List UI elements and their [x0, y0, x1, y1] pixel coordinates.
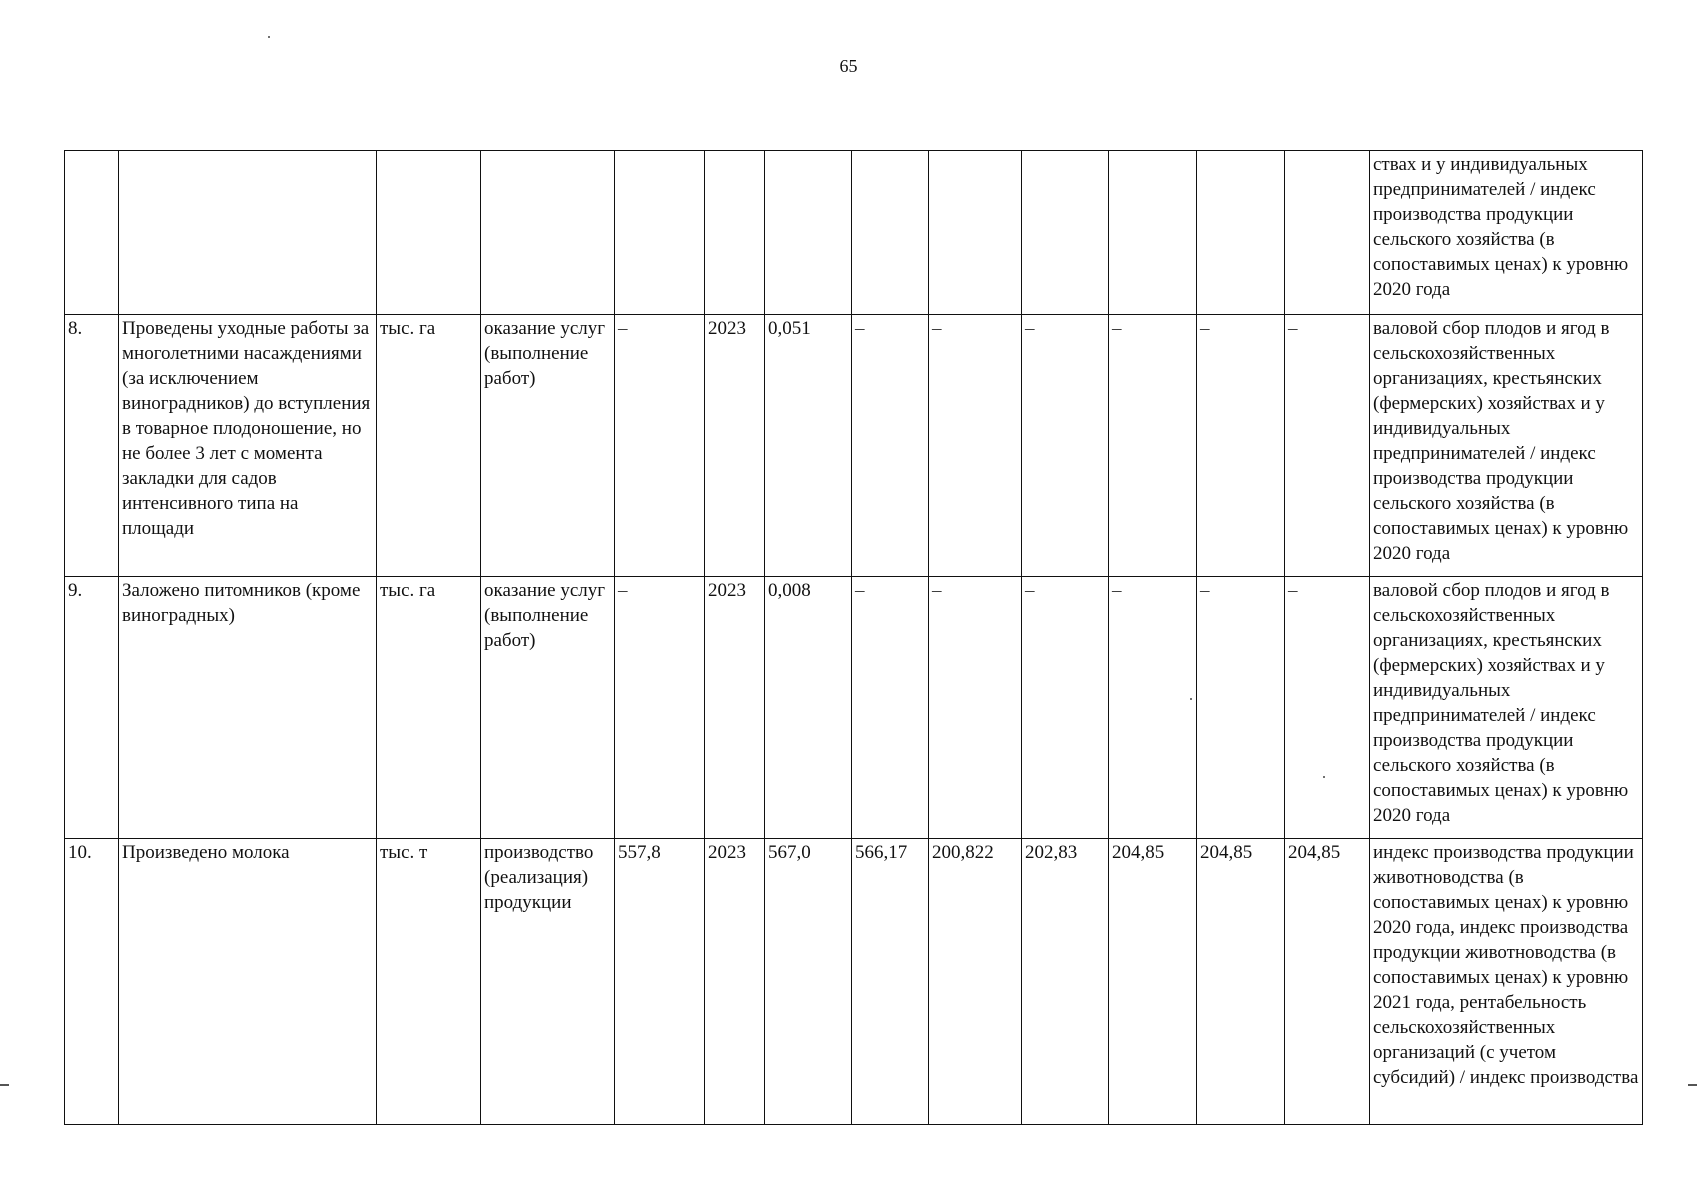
value-cell: 567,0 [765, 839, 852, 1125]
base-value-cell: 557,8 [615, 839, 705, 1125]
document-table [64, 150, 1643, 1125]
unit-cell [377, 151, 481, 315]
scan-speck [1323, 776, 1325, 778]
value-cell: – [1197, 577, 1285, 839]
unit-cell: тыс. т [377, 839, 481, 1125]
value-cell: 204,85 [1285, 839, 1370, 1125]
value-cell: 566,17 [852, 839, 929, 1125]
value-cell: – [929, 577, 1022, 839]
value-cell [852, 151, 929, 315]
value-cell: 204,85 [1197, 839, 1285, 1125]
value-cell: 200,822 [929, 839, 1022, 1125]
table-row [65, 577, 1643, 839]
base-value-cell: – [615, 577, 705, 839]
scan-speck [1190, 698, 1192, 700]
measure-name: Заложено питомников (кроме виноградных) [119, 577, 377, 839]
table-row [65, 151, 1643, 315]
unit-cell: тыс. га [377, 315, 481, 577]
table-row [65, 315, 1643, 577]
measure-name: Проведены уходные работы за многолетними насаждениями (за исключением виноградников) до вступления в товарное плодоношение, но не более 3 лет с момента закладки для садов интенсивного типа на площади [119, 315, 377, 577]
indicator-cell: валовой сбор плодов и ягод в сельскохозяйственных организациях, крестьянских (фермерских) хозяйствах и у индивидуальных предпринимателей / индекс производства продукции сельского хозяйства (в сопоставимых ценах) к уровню 2020 года [1370, 577, 1643, 839]
value-cell: 204,85 [1109, 839, 1197, 1125]
base-value-cell [615, 151, 705, 315]
type-cell: оказание услуг (выполнение работ) [481, 577, 615, 839]
type-cell [481, 151, 615, 315]
value-cell [1285, 151, 1370, 315]
value-cell: – [852, 577, 929, 839]
value-cell [1109, 151, 1197, 315]
value-cell: – [1109, 315, 1197, 577]
type-cell: оказание услуг (выполнение работ) [481, 315, 615, 577]
row-number: 9. [65, 577, 119, 839]
value-cell: – [1285, 315, 1370, 577]
base-value-cell: – [615, 315, 705, 577]
scan-edge-mark-left [0, 1084, 9, 1086]
value-cell [765, 151, 852, 315]
base-year-cell [705, 151, 765, 315]
indicator-cell: индекс производства продукции животноводства (в сопоставимых ценах) к уровню 2020 года, индекс производства продукции животноводства (в сопоставимых ценах) к уровню 2021 года, рентабельность сельскохозяйственных организаций (с учетом субсидий) / индекс производства [1370, 839, 1643, 1125]
value-cell [1022, 151, 1109, 315]
value-cell: – [1285, 577, 1370, 839]
row-number [65, 151, 119, 315]
value-cell [1197, 151, 1285, 315]
indicator-cell: ствах и у индивидуальных предпринимателей / индекс производства продукции сельского хозяйства (в сопоставимых ценах) к уровню 2020 года [1370, 151, 1643, 315]
type-cell: производство (реализация) продукции [481, 839, 615, 1125]
indicator-cell: валовой сбор плодов и ягод в сельскохозяйственных организациях, крестьянских (фермерских) хозяйствах и у индивидуальных предпринимателей / индекс производства продукции сельского хозяйства (в сопоставимых ценах) к уровню 2020 года [1370, 315, 1643, 577]
base-year-cell: 2023 [705, 577, 765, 839]
page-number: 65 [839, 56, 858, 76]
base-year-cell: 2023 [705, 315, 765, 577]
measure-name: Произведено молока [119, 839, 377, 1125]
table-row [65, 839, 1643, 1125]
value-cell: 0,051 [765, 315, 852, 577]
scan-speck [268, 36, 270, 38]
measure-name [119, 151, 377, 315]
unit-cell: тыс. га [377, 577, 481, 839]
value-cell: – [1109, 577, 1197, 839]
value-cell: – [1022, 315, 1109, 577]
value-cell: 202,83 [1022, 839, 1109, 1125]
base-year-cell: 2023 [705, 839, 765, 1125]
row-number: 10. [65, 839, 119, 1125]
value-cell: 0,008 [765, 577, 852, 839]
scan-edge-mark-right [1688, 1084, 1697, 1086]
row-number: 8. [65, 315, 119, 577]
value-cell: – [929, 315, 1022, 577]
value-cell: – [852, 315, 929, 577]
value-cell [929, 151, 1022, 315]
value-cell: – [1022, 577, 1109, 839]
value-cell: – [1197, 315, 1285, 577]
